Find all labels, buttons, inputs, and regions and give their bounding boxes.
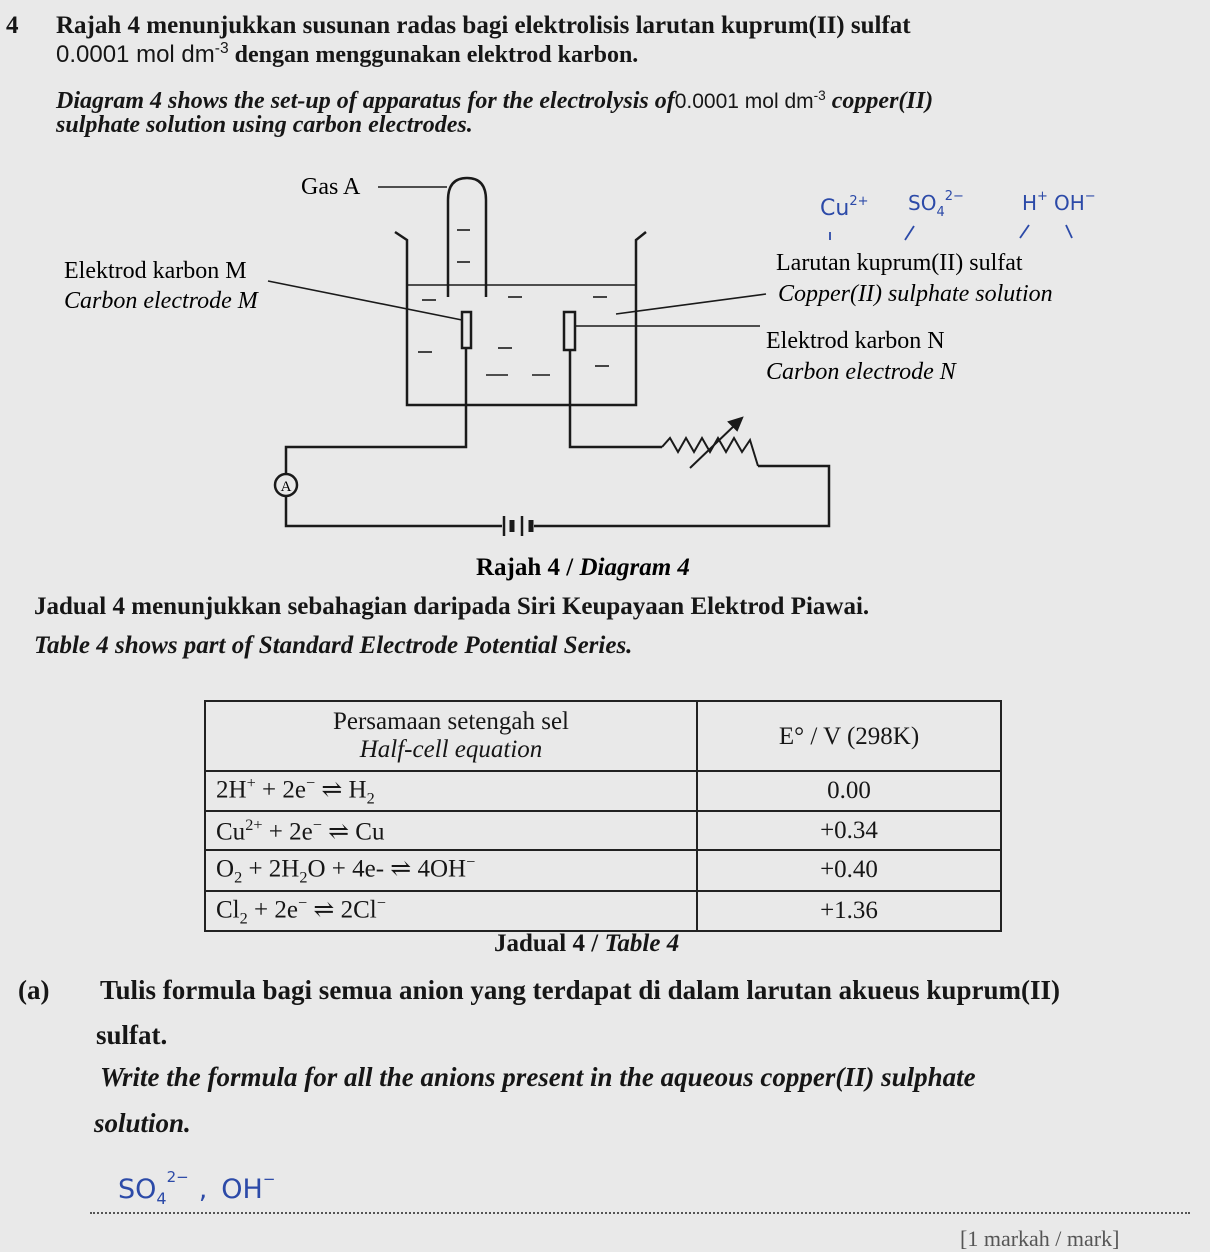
part-a-en-line2: solution. — [94, 1108, 191, 1138]
intro-malay-line2: 0.0001 mol $dm^{-3}$ dengan menggunakan elektrod karbon. — [56, 40, 639, 68]
electrode-potential-table — [204, 700, 1002, 932]
header-potential: E° / V (298K) — [697, 701, 1001, 771]
svg-text:A: A — [280, 479, 292, 495]
marks-allocation: [1 markah / mark] — [960, 1226, 1120, 1251]
half-cell-equation: $Cl_2 + 2e^-$ ⇌ 2Cl− — [205, 891, 697, 931]
electrode-m-label-ms: Elektrod karbon M — [64, 258, 247, 284]
concentration-en: 0.0001 mol $dm^{-3}$ — [674, 88, 826, 113]
ammeter — [275, 474, 297, 496]
gas-collection-tube — [448, 178, 486, 297]
diagram-caption: Rajah 4 / Diagram 4 — [476, 554, 690, 581]
question-number: 4 — [6, 12, 19, 39]
table-intro-en: Table 4 shows part of Standard Electrode Potential Series. — [34, 632, 633, 659]
table-row — [205, 811, 1001, 850]
label-lines — [268, 187, 766, 326]
electrode-m-label-en: Carbon electrode M — [64, 288, 258, 314]
part-a-label: (a) — [18, 975, 50, 1005]
handwritten-ions — [820, 189, 1096, 240]
potential-value: +0.40 — [697, 850, 1001, 890]
solution-label-en: Copper(II) sulphate solution — [778, 281, 1053, 307]
electrolysis-diagram — [0, 160, 1210, 590]
half-cell-equation: 2H+ + 2e− ⇌ $H_2$ — [205, 771, 697, 811]
svg-text:SO42−: $SO_4^{2-}$ — [908, 189, 964, 220]
carbon-electrode-m — [462, 312, 471, 405]
table-intro-ms: Jadual 4 menunjukkan sebahagian daripada Siri Keupayaan Elektrod Piawai. — [34, 593, 870, 620]
rheostat — [662, 418, 758, 468]
potential-value: 0.00 — [697, 771, 1001, 811]
circuit-wires — [286, 405, 829, 526]
table-caption: Jadual 4 / Table 4 — [494, 930, 680, 957]
intro-english-line1: Diagram 4 shows the set-up of apparatus for the electrolysis of0.0001 mol $dm^{-3}$ copper(II) — [56, 88, 934, 114]
svg-text:Cu2+: $Cu^{2+}$ — [820, 194, 869, 221]
beaker — [395, 232, 646, 405]
intro-english-line2: sulphate solution using carbon electrodes. — [56, 112, 473, 138]
half-cell-equation: $Cu^{2+} + 2e^-$ ⇌ Cu — [205, 811, 697, 850]
header-half-cell: Persamaan setengah sel Half-cell equation — [205, 701, 697, 771]
solution-label-ms: Larutan kuprum(II) sulfat — [776, 250, 1023, 276]
answer-line — [90, 1212, 1190, 1214]
half-cell-equation: $O_2 + 2H_2O + 4e-$ ⇌ 4OH− — [205, 850, 697, 890]
svg-text:SO42−,OH−: $SO_4^{2-}$ , OH− — [118, 1168, 276, 1208]
handwritten-answer — [100, 1160, 360, 1212]
part-a-ms-line2: sulfat. — [96, 1020, 168, 1050]
table-row — [205, 771, 1001, 811]
svg-text:H+OH−: H+ OH− — [1022, 189, 1096, 215]
electrode-n-label-ms: Elektrod karbon N — [766, 328, 945, 354]
table-header-row — [205, 701, 1001, 771]
part-a-ms-line1: Tulis formula bagi semua anion yang terdapat di dalam larutan akueus kuprum(II) — [100, 975, 1060, 1005]
table-row — [205, 850, 1001, 890]
potential-value: +1.36 — [697, 891, 1001, 931]
part-a-en-line1: Write the formula for all the anions present in the aqueous copper(II) sulphate — [100, 1062, 976, 1092]
concentration: 0.0001 mol $dm^{-3}$ — [56, 40, 229, 68]
electrode-n-label-en: Carbon electrode N — [766, 359, 956, 385]
potential-value: +0.34 — [697, 811, 1001, 850]
table-row — [205, 891, 1001, 931]
gas-a-label: Gas A — [301, 174, 361, 200]
solution-dashes — [418, 230, 609, 375]
carbon-electrode-n — [564, 312, 575, 405]
intro-malay-line1: Rajah 4 menunjukkan susunan radas bagi elektrolisis larutan kuprum(II) sulfat — [56, 12, 911, 39]
battery — [504, 516, 531, 536]
